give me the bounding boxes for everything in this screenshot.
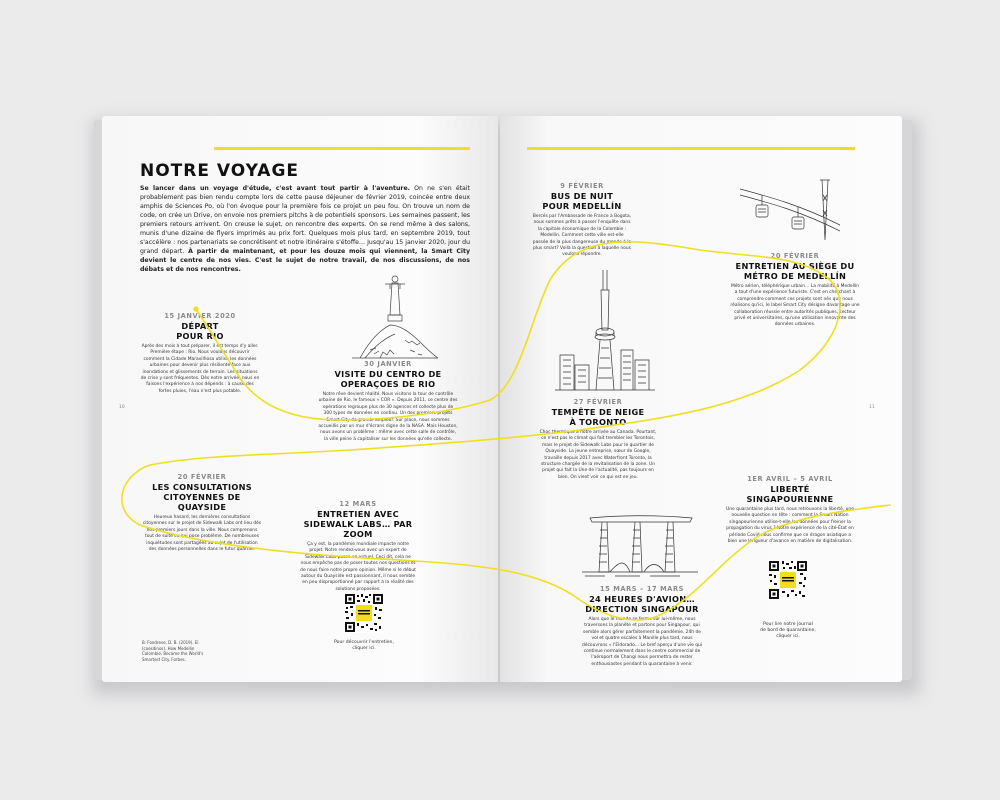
stop-date: 12 MARS [339, 500, 377, 508]
stop-date: 20 FÉVRIER [177, 473, 227, 481]
intro-bold-end: À partir de maintenant, et pour les douze mois qui viennent, la Smart City devient le centre de nos vies. C'est le sujet de notre travail, de nos discussions, de nos débats et de nos rencontres. [140, 248, 470, 273]
qr-caption-right: Pour lire notre journal de bord de quarantaine, cliquer ici. [760, 622, 816, 640]
stop-heading: VISITE DU CENTRO DE OPERAÇOES DE RIO [334, 369, 442, 389]
stop-heading: DÉPART POUR RIO [176, 321, 224, 341]
qr-caption-left: Pour découvrir l'entretien, cliquer ici. [334, 640, 394, 652]
stop-heading: LIBERTÉ SINGAPOURIENNE [746, 484, 834, 504]
stop-date: 15 JANVIER 2020 [164, 312, 236, 320]
route-path [122, 242, 890, 620]
stop-body: Après des mois à tout préparer, il est temps d'y aller. Première étape : Rio. Nous voulons découvrir comment la Cidade Maravilhosa utilise les données urbaines pour devenir plus résiliente face aux inondations et glissements de terrain. Les situations de crise y sont fréquentes. Dès notre arrivée, nous en faisons l'expérience à nos dépends : à cause des fortes pluies, l'eau n'est plus potable. [140, 344, 260, 394]
route-start-dot [193, 306, 198, 311]
stop-date: 27 FÉVRIER [573, 398, 623, 406]
stop-date: 30 JANVIER [364, 360, 412, 368]
page-number-left: 10 [119, 405, 125, 410]
stop-heading: LES CONSULTATIONS CITOYENNES DE QUAYSIDE [152, 482, 252, 512]
stop-heading: TEMPÊTE DE NEIGE À TORONTO [551, 407, 645, 427]
page-title: NOTRE VOYAGE [140, 161, 300, 181]
intro-bold-lead: Se lancer dans un voyage d'étude, c'est avant tout partir à l'aventure. [140, 185, 411, 192]
intro-text: On ne s'en était probablement pas bien rendu compte lors de cette pause déjeuner de février 2019, coincée entre deux amphis de Sciences Po, où l'on évoque pour la première fois ce projet un peu fou. On trouve un nom de code, on crée un Drive, on envoie nos premiers pitchs à de potentiels sponsors. Les semaines passent, les premiers retours arrivent. On creuse le sujet, on rencontre des experts. On se rend même à des salons, munis d'une dizaine de flyers imprimés au prix fort. Quelques mois plus tard, en septembre 2019, tout s'accélère : nos partenariats se concrétisent et notre itinéraire s'étoffe… Jusqu'au 15 janvier 2020, jour du grand départ. [140, 185, 471, 255]
stop-body: Bercés par l'Ambassade de France à Bogota, nous sommes prêts à passer l'enquête dans la capitale économique de la Colombie : Medellín. Comment cette ville est-elle passée de la plus dangereuse du monde à la plus smart? Voilà la question à laquelle nous voulons répondre. [532, 214, 632, 258]
stop-date: 15 MARS – 17 MARS [599, 585, 684, 593]
page-number-right: 11 [869, 405, 875, 410]
stop-body: Une quarantaine plus tard, nous retrouvons la liberté, une nouvelle question en tête : comment la Smart Nation singapourienne utilise-t-elle les données pour freiner la propagation du virus ? Notre expérience de la cité-État en période Covid nous confirme que ce dragon asiatique a bien une longueur d'avance en matière de digitalisation. [726, 507, 854, 545]
stop-body: Ça y est, la pandémie mondiale impacte notre projet. Notre rendez-vous avec un expert de Sidewalk Labs passe en virtuel. Ceci dit, cela ne nous empêche pas de poser toutes nos questions et de nous faire notre propre opinion. Même si le début autour du Quayside est passionnant, il nous semble en peu disproportionné par rapport à la réalité des solutions proposées. [300, 542, 416, 592]
stop-date: 9 FÉVRIER [560, 182, 604, 190]
stop-heading: ENTRETIEN AVEC SIDEWALK LABS… PAR ZOOM [303, 509, 413, 539]
stop-heading: BUS DE NUIT POUR MEDELLÍN [542, 191, 622, 211]
stop-body: Métro aérien, téléphérique urbain… La mobilité à Medellín a tout d'une expérience futuriste. C'est en cherchant à comprendre comment ces projets sont nés que nous réalisons qu'ici, le label Smart City désigne davantage une collaboration réussie entre autorités publiques, secteur privé et universitaires, qu'une utilisation innovante des données urbaines. [730, 284, 860, 328]
stop-body: Notre rêve devient réalité. Nous visitons la tour de contrôle urbaine de Rio, le fameux « COR ». Depuis 2011, ce centre des opérations regroupe plus de 30 agences et collecte plus de 300 types de données en continu. Un des premiers projets Smart City de grande ampleur. Sur place, nous sommes accueillis par un mur d'écrans digne de la NASA. Mais Houston, nous avons un problème : même avec cette salle de contrôle, la ville peine à capitaliser sur les données qu'elle collecte. [318, 392, 458, 442]
stop-date: 1ER AVRIL – 5 AVRIL [747, 475, 833, 483]
stop-date: 20 FÉVRIER [770, 252, 820, 260]
footnote: B. Fondrese, D. B. (2019). El (coesdinos). How Medellin Colombie, Became the World's Smartest City. Forbes. [142, 640, 204, 662]
stop-body: Alors que le monde se ferme sur lui-même, nous traversons la planète et partons pour Singapour, qui semble alors gérer parfaitement la pandémie. 24h de vol et quatre escales à Manille plus tard, nous découvrons « l'Eldorado… Le bref aperçu d'une vie qui continue normalement dans le centre commercial de l'aéroport de Changi nous permettra de rester enthousiastes pendant la quarantaine à venir. [581, 617, 702, 667]
stop-body: Heureux hasard, les dernières consultations citoyennes sur le projet de Sidewalk Labs ont lieu dès nos premiers jours dans la ville. Nous comprenons tout de suite ce qui pose problème. De nombreuses inquiétudes sont partagées au sujet de l'utilisation des données personnelles dans le futur quartier. [142, 515, 262, 553]
stop-body: Choc thermique à notre arrivée au Canada. Pourtant, ce n'est pas le climat qui fait trembler les Torontois, mais le projet de Sidewalk Labs pour le quartier de Quayside. La jeune entreprise, sœur de Google, travaille depuis 2017 avec Waterfront Toronto, la structure chargée de la revitalisation de la zone. Un projet qui fait la Une de l'actualité, pas toujours en bien. On vient voir ce qui est en jeu. [539, 430, 657, 480]
stop-heading: 24 HEURES D'AVION… DIRECTION SINGAPOUR [585, 594, 699, 614]
stop-heading: ENTRETIEN AU SIÈGE DU MÉTRO DE MEDELLÍN [735, 261, 855, 281]
